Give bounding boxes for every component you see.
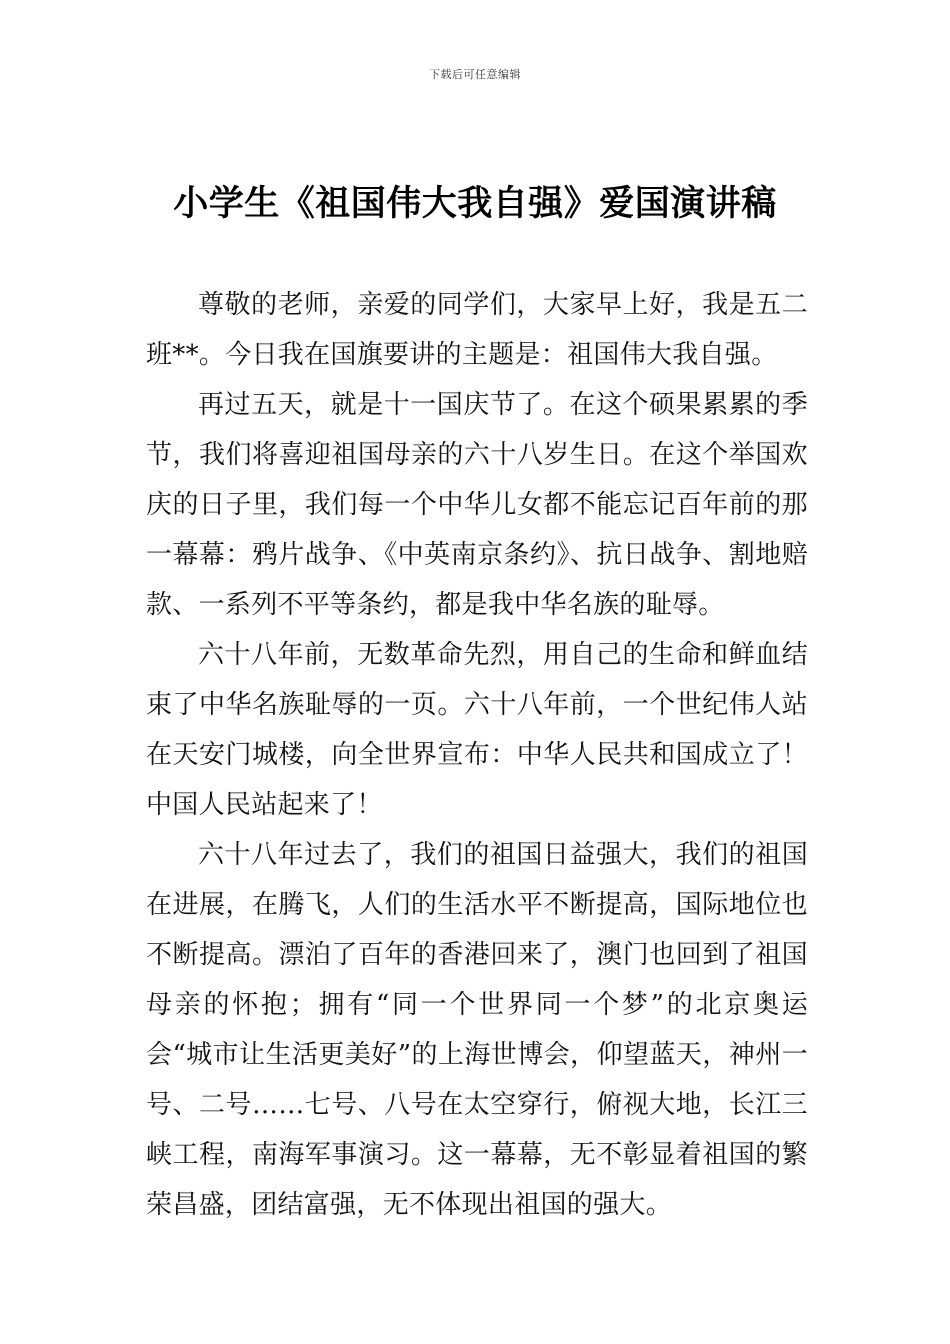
paragraph-greeting: 尊敬的老师，亲爱的同学们，大家早上好，我是五二班**。今日我在国旗要讲的主题是：祖国伟大我自强。 xyxy=(146,290,808,370)
paragraph-founding: 六十八年前，无数革命先烈，用自己的生命和鲜血结束了中华名族耻辱的一页。六十八年前，一个世纪伟人站在天安门城楼，向全世界宣布：中华人民共和国成立了！中国人民站起来了！ xyxy=(146,640,808,820)
paragraph-progress: 六十八年过去了，我们的祖国日益强大，我们的祖国在进展，在腾飞，人们的生活水平不断提高，国际地位也不断提高。漂泊了百年的香港回来了，澳门也回到了祖国母亲的怀抱；拥有“同一个世界同一个梦”的北京奥运会“城市让生活更美好”的上海世博会，仰望蓝天，神州一号、二号……七号、八号在太空穿行，俯视大地，长江三峡工程，南海军事演习。这一幕幕，无不彰显着祖国的繁荣昌盛，团结富强，无不体现出祖国的强大。 xyxy=(146,840,808,1220)
header-note: 下载后可任意编辑 xyxy=(429,68,521,81)
document-title: 小学生《祖国伟大我自强》爱国演讲稿 xyxy=(173,183,777,224)
paragraph-national-day: 再过五天，就是十一国庆节了。在这个硕果累累的季节，我们将喜迎祖国母亲的六十八岁生日。在这个举国欢庆的日子里，我们每一个中华儿女都不能忘记百年前的那一幕幕：鸦片战争、《中英南京条约》、抗日战争、割地赔款、一系列不平等条约，都是我中华名族的耻辱。 xyxy=(146,390,808,620)
document-body xyxy=(146,280,808,1230)
